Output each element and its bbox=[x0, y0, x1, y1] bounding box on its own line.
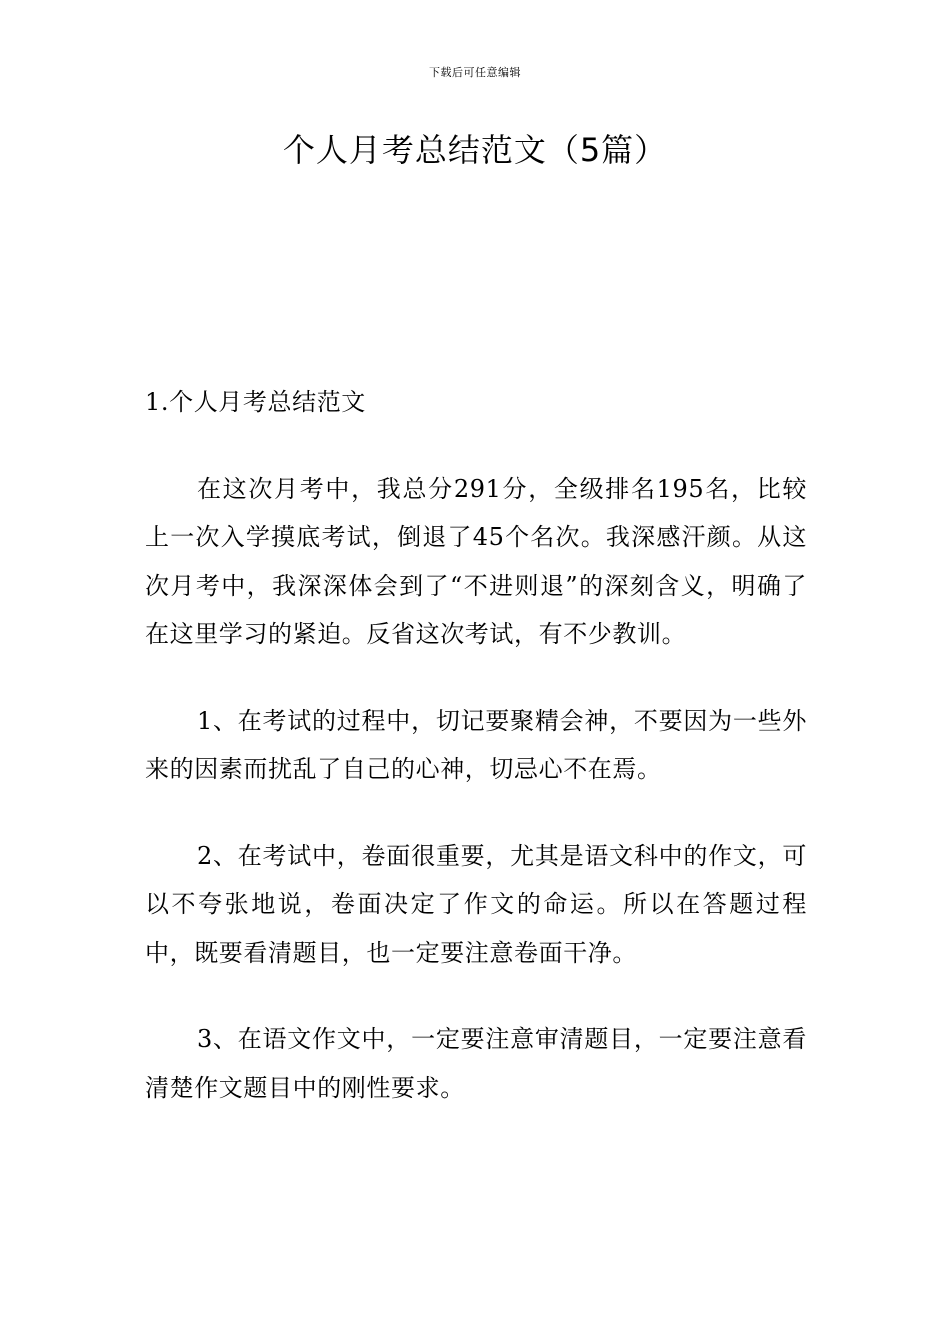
header-note: 下载后可任意编辑 bbox=[429, 66, 521, 79]
paragraph-intro: 在这次月考中，我总分291分，全级排名195名，比较上一次入学摸底考试，倒退了45个名次。我深感汗颜。从这次月考中，我深深体会到了“不进则退”的深刻含义，明确了在这里学习的紧迫。反省这次考试，有不少教训。 bbox=[145, 474, 807, 648]
paragraph-point-1: 1、在考试的过程中，切记要聚精会神，不要因为一些外来的因素而扰乱了自己的心神，切忌心不在焉。 bbox=[145, 706, 807, 783]
section-heading: 1.个人月考总结范文 bbox=[145, 388, 366, 416]
paragraph-point-2: 2、在考试中，卷面很重要，尤其是语文科中的作文，可以不夸张地说，卷面决定了作文的命运。所以在答题过程中，既要看清题目，也一定要注意卷面干净。 bbox=[145, 841, 807, 967]
document-title: 个人月考总结范文（5篇） bbox=[282, 131, 668, 169]
paragraph-point-3: 3、在语文作文中，一定要注意审清题目，一定要注意看清楚作文题目中的刚性要求。 bbox=[145, 1025, 807, 1102]
document-body bbox=[145, 378, 807, 1150]
